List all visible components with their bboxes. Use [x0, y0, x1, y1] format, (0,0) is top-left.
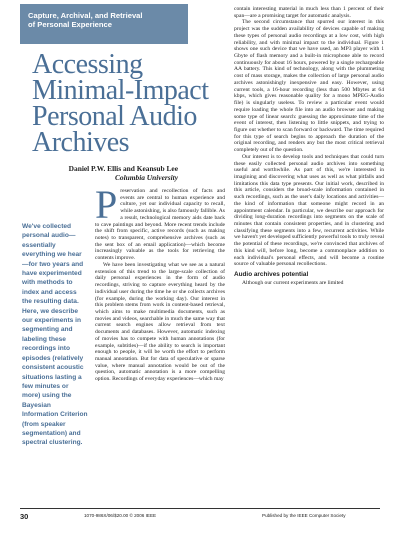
paragraph: Preservation and recollection of facts and events are central to human experience and culture, yet our individual capacity to recall, while astonishing, is also famously fallible. As a result, technological memory aids date back to cave paintings and beyond. More recent trends include the shift from specific, active records (such as making notes) to transparent, comprehensive archives (such as the sent box of an email application)—which become increasingly valuable as the tools for retrieving the contents improve. [95, 182, 225, 262]
title-line-4: Archives [32, 127, 130, 158]
section-label: Capture, Archival, and Retrieval of Personal Experience [28, 11, 143, 29]
author-names: Daniel P.W. Ellis and Keansub Lee [68, 164, 178, 173]
pull-quote: We've collected personal audio—essentially everything we hear—for two years and have experimented with methods to index and access the resulting data. Here, we describe our experiments in segmenting and labeling these recordings into episodes (relatively consistent acoustic situations lasting a few minutes or more) using the Bayesian Information Criterion (from speaker segmentation) and spectral clustering. [22, 223, 88, 447]
paragraph: contain interesting material in much less than 1 percent of their span—are a promising target for automatic analysis. [234, 6, 384, 19]
paragraph: Although our current experiments are limited [242, 280, 344, 287]
body-column-1 [95, 182, 225, 383]
page-number: 30 [20, 512, 29, 521]
title-line-2: Minimal-Impact [32, 75, 209, 106]
footer-rule [20, 508, 380, 509]
section-subhead: Audio archives potential [234, 271, 309, 279]
paragraph: We have been investigating what we see as a natural extension of this trend to the large-scale collection of daily personal experiences in the form of audio recordings, striving to capture everything heard by the individual user during the time he or she collects archives (for example, during the working day). Our interest in this problem stems from work in content-based retrieval, which aims to make multimedia documents, such as movies and videos, searchable in much the same way that current search engines allow retrieval from text documents and databases. However, automatic indexing of movies has to compete with human annotations (for example, subtitles)—if the ability to search is important enough to people, it will be worth the effort to perform manual annotation. But for data of speculative or sparse value, where manual annotation would be out of the question, automatic annotation is a more compelling option. Recordings of everyday experiences—which may [95, 261, 225, 383]
body-column-2 [234, 6, 384, 287]
paragraph: Our interest is to develop tools and techniques that could turn these easily collected personal audio archives into something useful and worthwhile. As part of this, we're interested in imagining and discovering what uses as well as what pitfalls and limitations this data type presents. Our initial work, described in this article, considers the broad-scale information contained in such recordings, such as the user's daily locations and activities—the kind of information that someone might record in an appointment calendar. In particular, we describe our approach for dividing long-duration recordings into segments on the scale of minutes that contain consistent properties, and in clustering and classifying these segments into a few, recurrent activities. While we haven't yet developed sufficiently powerful tools to truly reveal the potential of these recordings, we're convinced that archives of this kind will, before long, become a commonplace addition to each individual's personal effects, and will become a routine source of valuable personal recollections. [234, 153, 384, 268]
section-banner [20, 4, 188, 44]
title-line-3: Personal Audio [32, 101, 197, 132]
paragraph: The second circumstance that spurred our interest in this project was the sudden availability of devices capable of making these types of personal audio recordings at a low cost, with high reliability, and with minimal impact to the individual. Figure 1 shows one such device that we have used, an MP3 player with 1 Gbyte of flash memory and a built-in microphone able to record continuously for about 16 hours, powered by a single rechargeable AA battery. This kind of technology, along with the plummeting cost of mass storage, makes the collection of large personal audio archives astonishingly inexpensive and easy. However, using current tools, a 16-hour recording (less than 500 Mbytes at 64 kbps, which gives reasonable quality for a mono MPEG-Audio file) is singularly useless. To review a particular event would require loading the whole file into an audio browser and making some type of linear search: guessing the approximate time of the event of interest, then listening to little snippets, and trying to figure out whether to scan forward or backward. The time required for this type of search begins to approach the duration of the original recording, and renders any but the most critical retrieval completely out of the question. [234, 19, 384, 154]
drop-cap: P [95, 182, 118, 227]
article-title [32, 49, 209, 158]
author-affiliation: Columbia University [114, 173, 178, 182]
title-line-1: Accessing [32, 49, 143, 80]
issn-line: 1070-986X/06/$20.00 © 2006 IEEE [84, 513, 157, 518]
publisher-line: Published by the IEEE Computer Society [262, 513, 346, 518]
byline [69, 164, 178, 182]
